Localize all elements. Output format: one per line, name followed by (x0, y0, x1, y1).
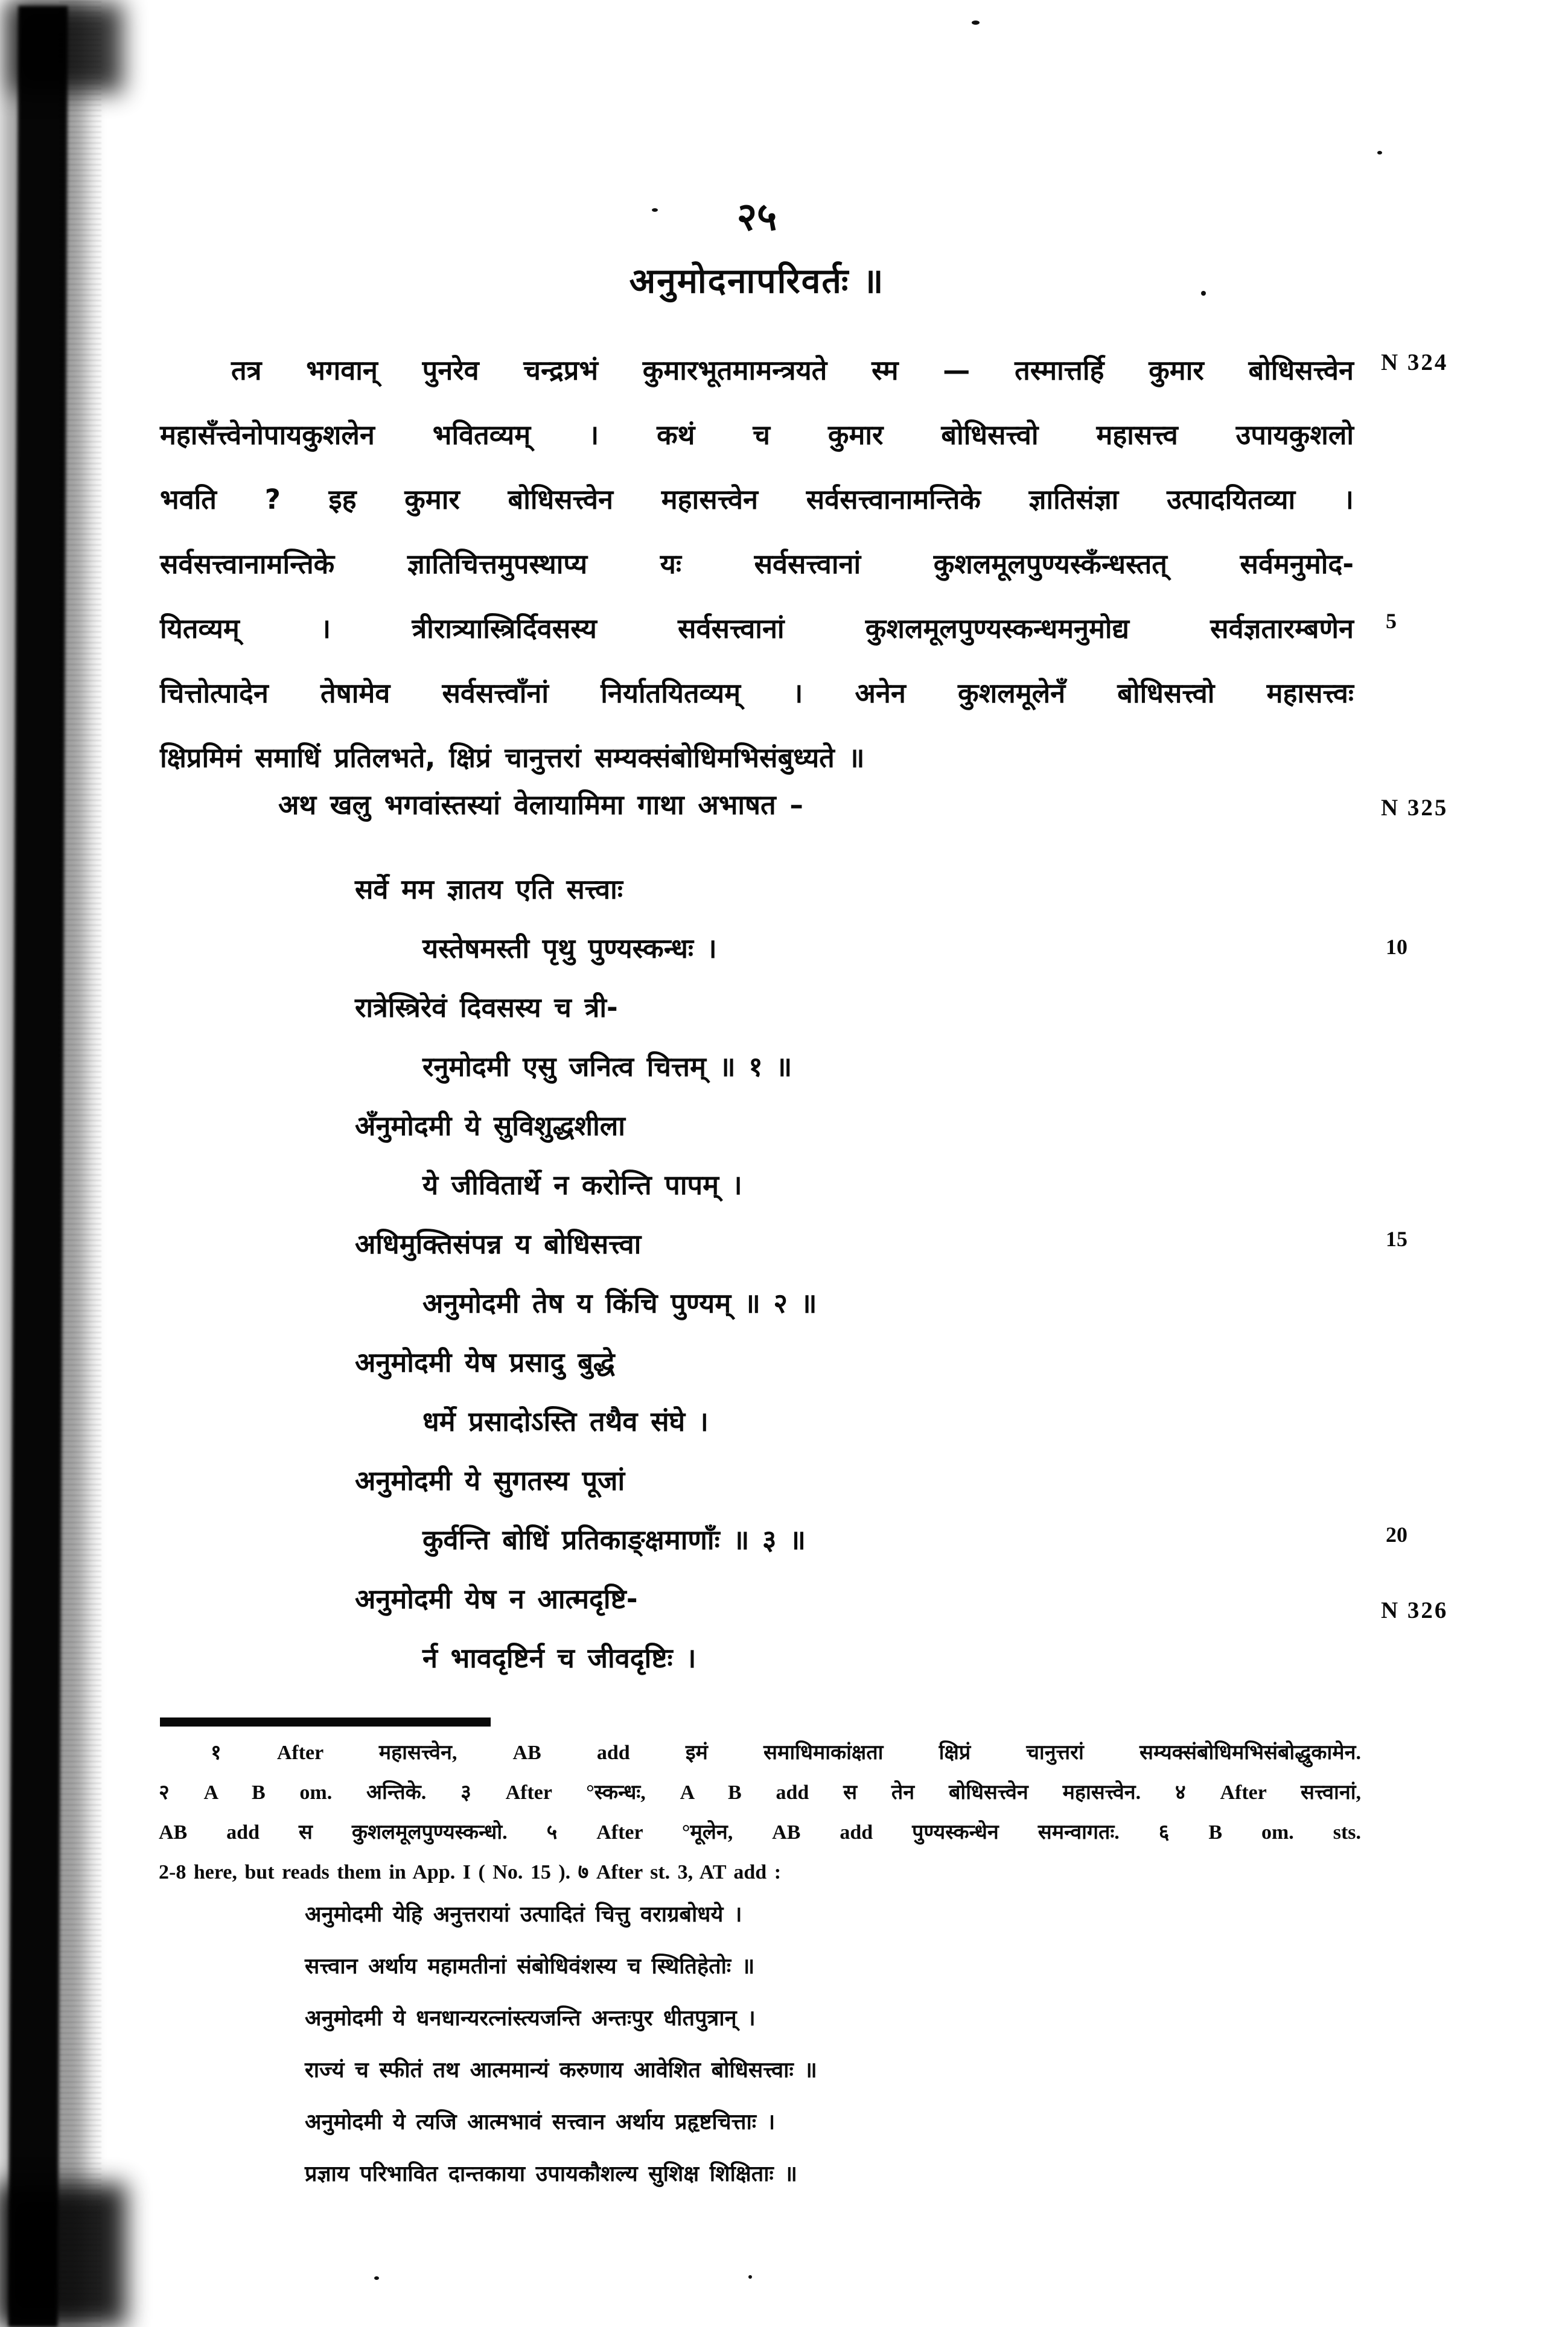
verse-line: ये जीवितार्थे न करोन्ति पापम् । (422, 1169, 742, 1201)
margin-note-n324: N 324 (1381, 349, 1448, 375)
apparatus-verse-line: प्रज्ञाय परिभावित दान्तकाया उपायकौशल्य सुशिक्ष शिक्षिताः ॥ (305, 2162, 797, 2186)
apparatus-verse-line: अनुमोदमी ये त्यजि आत्मभावं सत्त्वान अर्थाय प्रहृष्टचित्ताः । (305, 2110, 776, 2134)
footnote-separator (160, 1717, 491, 1727)
scan-speck (374, 2276, 379, 2280)
verse-line: धर्मे प्रसादोऽस्ति तथैव संघे । (422, 1405, 709, 1437)
apparatus-verse-line: राज्यं च स्फीतं तथ आत्ममान्यं करुणाय आवेशित बोधिसत्त्वाः ॥ (305, 2058, 817, 2083)
margin-note-n326: N 326 (1381, 1597, 1448, 1623)
chapter-title: अनुमोदनापरिवर्तः ॥ (629, 261, 885, 301)
prose-line: सर्वसत्त्वानामन्तिके ज्ञातिचित्तमुपस्थाप्य यः सर्वसत्त्वानां कुशलमूलपुण्यस्कँन्धस्तत् सर्वमनुमोद- (160, 548, 1354, 580)
verse-line: अनुमोदमी येष न आत्मदृष्टि- (355, 1583, 638, 1615)
apparatus-line: AB add स कुशलमूलपुण्यस्कन्धो. ५ After °मूलेन, AB add पुण्यस्कन्धेन समन्वागतः. ६ B om. sts. (159, 1821, 1361, 1844)
scan-speck (972, 21, 980, 25)
verse-line: यस्तेषमस्ती पृथु पुण्यस्कन्धः । (422, 932, 717, 964)
scan-speck (1377, 151, 1382, 154)
apparatus-verse-line: अनुमोदमी ये धनधान्यरत्नांस्त्यजन्ति अन्तःपुर धीतपुत्रान् । (305, 2006, 756, 2031)
verse-line: कुर्वन्ति बोधिं प्रतिकाङ्क्षमाणाँः ॥ ३ ॥ (422, 1524, 806, 1556)
scan-edge-artifact-noise (59, 0, 101, 2327)
page-number: २५ (736, 195, 777, 240)
prose-line: यितव्यम् । त्रीरात्र्यास्त्रिर्दिवसस्य सर्वसत्त्वानां कुशलमूलपुण्यस्कन्धमनुमोद्य सर्वज्ञतारम्बणेन (160, 613, 1354, 645)
scan-edge-artifact-bottom (0, 2183, 126, 2327)
prose-line: तत्र भगवान् पुनरेव चन्द्रप्रभं कुमारभूतमामन्त्रयते स्म — तस्मात्तर्हि कुमार बोधिसत्त्वेन (231, 354, 1354, 386)
prose-line: चित्तोत्पादेन तेषामेव सर्वसत्त्वाँनां निर्यातयितव्यम् । अनेन कुशलमूलेनँ बोधिसत्त्वो महासत्त्वः (160, 677, 1354, 709)
verse-line: अनुमोदमी ये सुगतस्य पूजां (355, 1465, 625, 1497)
apparatus-verse-line: सत्त्वान अर्थाय महामतीनां संबोधिवंशस्य च स्थितिहेतोः ॥ (305, 1954, 755, 1979)
verse-line: अनुमोदमी तेष य किंचि पुण्यम् ॥ २ ॥ (422, 1287, 817, 1319)
scan-speck (748, 2275, 752, 2279)
line-number-5: 5 (1386, 609, 1397, 633)
verse-line: र्न भावदृष्टिर्न च जीवदृष्टिः । (422, 1642, 696, 1674)
verse-line: अनुमोदमी येष प्रसादु बुद्धे (355, 1346, 615, 1378)
line-number-10: 10 (1386, 935, 1407, 959)
line-number-20: 20 (1386, 1523, 1407, 1547)
apparatus-verse-line: अनुमोदमी येहि अनुत्तरायां उत्पादितं चित्तु वराग्रबोधये । (305, 1902, 742, 1927)
verse-line: अँनुमोदमी ये सुविशुद्धशीला (355, 1110, 625, 1142)
verse-line: सर्वे मम ज्ञातय एति सत्त्वाः (355, 873, 623, 905)
margin-note-n325: N 325 (1381, 795, 1448, 821)
prose-line: महासँत्त्वेनोपायकुशलेन भवितव्यम् । कथं च कुमार बोधिसत्त्वो महासत्त्व उपायकुशलो (160, 419, 1354, 451)
verse-line: रात्रेस्त्रिरेवं दिवसस्य च त्री- (355, 992, 618, 1023)
verse-line: अधिमुक्तिसंपन्न य बोधिसत्त्वा (355, 1228, 642, 1260)
scan-edge-artifact-top (11, 2, 123, 93)
prose-line: क्षिप्रमिमं समाधिं प्रतिलभते, क्षिप्रं चानुत्तरां सम्यक्संबोधिमभिसंबुध्यते ॥ (160, 742, 865, 774)
apparatus-line: २ A B om. अन्तिके. ३ After °स्कन्धः, A B add स तेन बोधिसत्त्वेन महासत्त्वेन. ४ After सत्त्वानां, (159, 1781, 1361, 1804)
prose-line: भवति ? इह कुमार बोधिसत्त्वेन महासत्त्वेन सर्वसत्त्वानामन्तिके ज्ञातिसंज्ञा उत्पादयितव्या । (160, 483, 1354, 515)
verse-line: रनुमोदमी एसु जनित्व चित्तम् ॥ १ ॥ (422, 1051, 792, 1083)
apparatus-line: १ After महासत्त्वेन, AB add इमं समाधिमाकांक्षता क्षिप्रं चानुत्तरां सम्यक्संबोधिमभिसंबोद्धुकामेन. (211, 1742, 1361, 1764)
speech-intro-line: अथ खलु भगवांस्तस्यां वेलायामिमा गाथा अभाषत – (278, 789, 803, 821)
line-number-15: 15 (1386, 1227, 1407, 1251)
apparatus-line: 2-8 here, but reads them in App. I ( No. 15 ). ७ After st. 3, AT add : (159, 1861, 782, 1883)
